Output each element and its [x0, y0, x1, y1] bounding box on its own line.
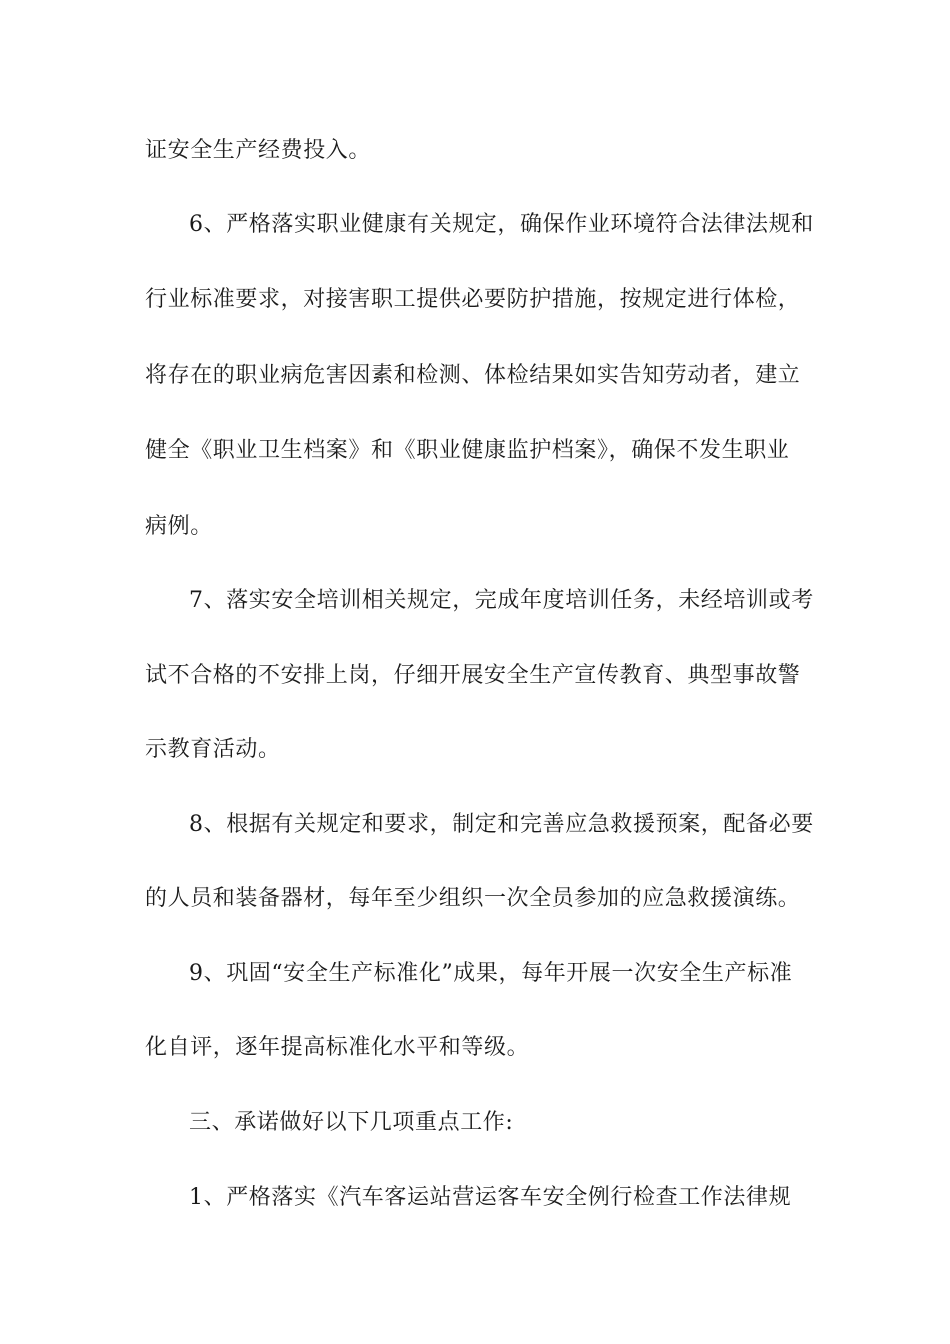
- text-line: 6、严格落实职业健康有关规定，确保作业环境符合法律法规和: [189, 212, 814, 237]
- text-line: 的人员和装备器材，每年至少组织一次全员参加的应急救援演练。: [145, 886, 801, 911]
- section-heading: 三、承诺做好以下几项重点工作:: [189, 1110, 514, 1135]
- text-line: 病例。: [145, 514, 213, 539]
- text-line: 将存在的职业病危害因素和检测、体检结果如实告知劳动者，建立: [145, 363, 801, 388]
- text-line: 示教育活动。: [145, 737, 281, 762]
- text-line: 8、根据有关规定和要求，制定和完善应急救援预案，配备必要: [189, 812, 814, 837]
- text-line: 9、巩固“安全生产标准化”成果，每年开展一次安全生产标准: [189, 961, 793, 986]
- text-line: 证安全生产经费投入。: [145, 138, 372, 163]
- text-line: 1、严格落实《汽车客运站营运客车安全例行检查工作法律规: [189, 1185, 792, 1210]
- text-line: 化自评，逐年提高标准化水平和等级。: [145, 1035, 530, 1060]
- text-line: 行业标准要求，对接害职工提供必要防护措施，按规定进行体检，: [145, 287, 801, 312]
- text-line: 7、落实安全培训相关规定，完成年度培训任务，未经培训或考: [189, 588, 814, 613]
- text-line: 健全《职业卫生档案》和《职业健康监护档案》，确保不发生职业: [145, 438, 790, 463]
- text-line: 试不合格的不安排上岗，仔细开展安全生产宣传教育、典型事故警: [145, 663, 801, 688]
